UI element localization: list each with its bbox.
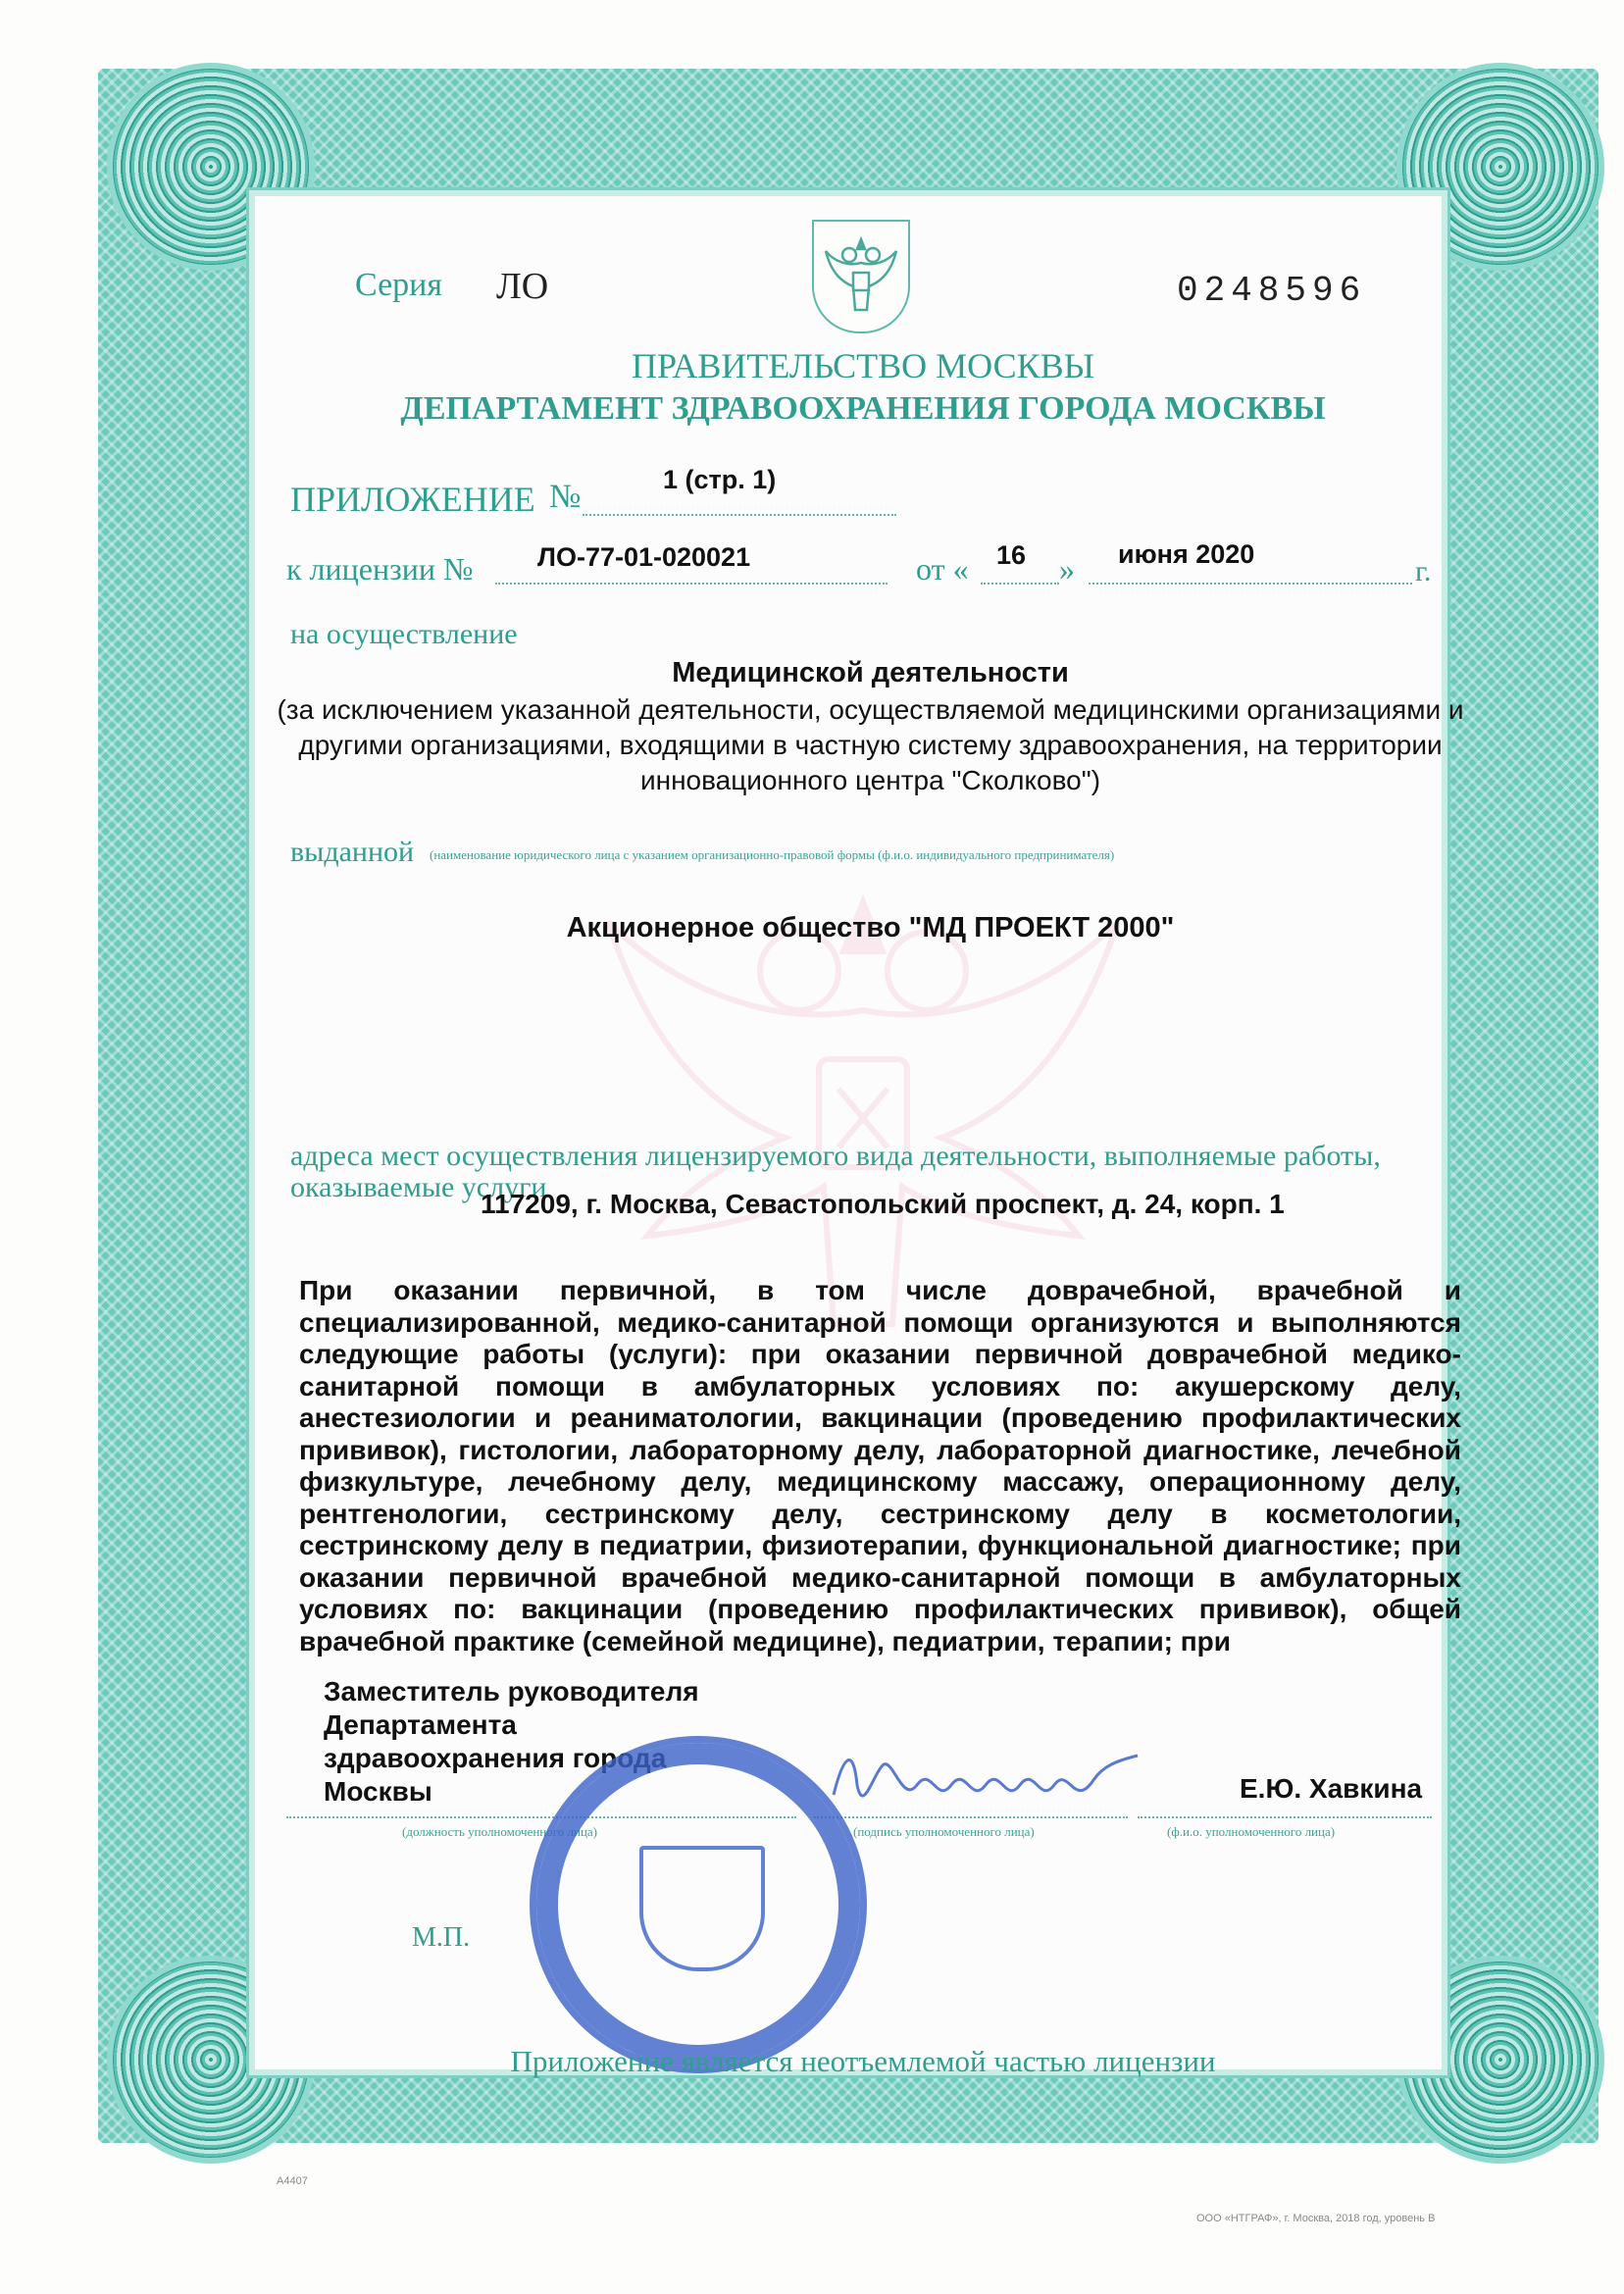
activity-exclusion-note: (за исключением указанной деятельности, осуществляемой медицинскими организациями и другими организациями, входящими в частную систему здравоохранения, на территории инновационного центра "Сколково") [277,694,1464,795]
signatory-name: Е.Ю. Хавкина [1240,1773,1423,1804]
signatory-position-line: здравоохранения города [324,1743,667,1773]
moscow-coat-of-arms-stamp-icon [639,1846,765,1971]
printer-imprint: ООО «НТГРАФ», г. Москва, 2018 год, уровень В [1196,2213,1436,2224]
license-day: 16 [996,540,1027,570]
government-heading: ПРАВИТЕЛЬСТВО МОСКВЫ [631,346,1094,385]
name-rule [1138,1816,1432,1818]
form-code: А4407 [277,2175,308,2187]
address-value: 117209, г. Москва, Севастопольский проспект, д. 24, корп. 1 [481,1189,1285,1219]
name-hint: (ф.и.о. уполномоченного лица) [1167,1824,1336,1839]
issued-label: выданной [290,836,415,868]
issued-hint: (наименование юридического лица с указанием организационно-правовой формы (ф.и.о. индивидуального предпринимателя) [430,847,1115,862]
coat-of-arms-emblem [812,220,910,333]
series-value: ЛО [496,266,549,307]
signatory-position-line: Москвы [324,1776,432,1807]
signatory-position-line: Департамента [324,1709,517,1740]
license-number: ЛО-77-01-020021 [537,542,751,572]
form-number: 0248596 [1177,271,1367,311]
signatory-position-line: Заместитель руководителя [324,1676,699,1707]
license-number-rule [495,583,888,585]
date-day-rule [981,583,1059,585]
activity-title: Медицинской деятельности [672,657,1069,688]
address-label-line2: оказываемые услуги [290,1171,547,1203]
appendix-number-rule [583,514,896,516]
services-description: При оказании первичной, в том числе доврачебной, врачебной и специализированной, медико-санитарной помощи организуются и выполняются следующие работы (услуги): при оказании первичной доврачебной медико-санитарной помощи в амбулаторных условиях по: акушерскому делу, анестезиологии и реаниматологии, вакцинации (проведению профилактических прививок), гистологии, лабораторному делу, лабораторной диагностике, лечебной физкультуре, лечебному делу, медицинскому массажу, операционному делу, рентгенологии, сестринскому делу, сестринскому делу в косметологии, сестринскому делу в педиатрии, физиотерапии, функциональной диагностике; при оказании первичной врачебной медико-санитарной помощи в амбулаторных условиях по: вакцинации (проведению профилактических прививок), общей врачебной практике (семейной медицине), педиатрии, терапии; при [299,1275,1461,1657]
address-label-line1: адреса мест осуществления лицензируемого вида деятельности, выполняемые работы, [290,1140,1381,1172]
license-month-year: июня 2020 [1118,539,1255,569]
seal-place-label: М.П. [412,1922,471,1953]
appendix-footer-note: Приложение является неотъемлемой частью лицензии [510,2044,1216,2078]
signature-hint: (подпись уполномоченного лица) [853,1824,1035,1839]
date-from-label: от « [916,551,969,586]
handwritten-signature [824,1736,1147,1824]
company-name: Акционерное общество "МД ПРОЕКТ 2000" [566,912,1175,943]
year-suffix: г. [1415,555,1432,587]
series-label: Серия [355,267,443,303]
position-hint: (должность уполномоченного лица) [402,1824,598,1839]
license-label: к лицензии № [286,551,474,586]
date-month-rule [1089,583,1412,585]
department-heading: ДЕПАРТАМЕНТ ЗДРАВООХРАНЕНИЯ ГОРОДА МОСКВЫ [400,390,1326,427]
appendix-label: ПРИЛОЖЕНИЕ [290,480,535,519]
date-quote-close: » [1059,551,1075,586]
official-seal-stamp [530,1736,867,2073]
activity-label: на осуществление [290,618,518,650]
appendix-number: 1 (стр. 1) [663,465,777,494]
appendix-number-sign: № [549,479,582,515]
